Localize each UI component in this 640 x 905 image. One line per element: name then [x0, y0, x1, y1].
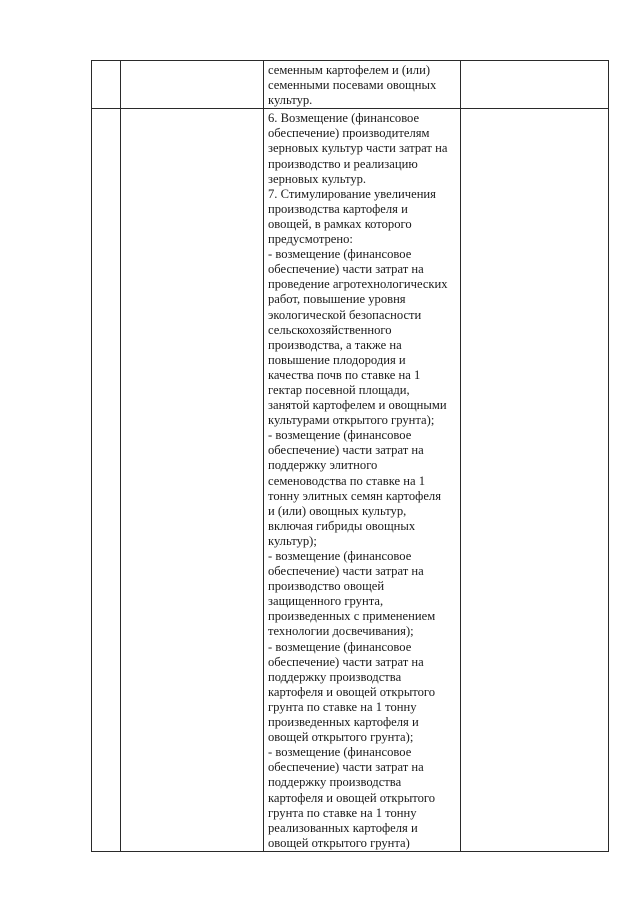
- row-name-cell: [121, 109, 264, 852]
- text-line: - возмещение (финансовое: [268, 639, 412, 654]
- text-line: и (или) овощных культур,: [268, 503, 407, 518]
- text-line: сельскохозяйственного: [268, 322, 392, 337]
- text-line: обеспечение) части затрат на: [268, 760, 424, 775]
- text-line: гектар посевной площади,: [268, 382, 410, 397]
- measures-cell: [264, 61, 461, 109]
- text-line: картофеля и овощей открытого: [268, 790, 436, 805]
- text-line: овощей открытого грунта): [268, 835, 410, 850]
- notes-cell: [461, 61, 609, 109]
- text-line: культур);: [268, 533, 317, 548]
- text-line: обеспечение) части затрат на: [268, 654, 424, 669]
- text-line: экологической безопасности: [268, 307, 422, 322]
- text-line: реализованных картофеля и: [268, 820, 418, 835]
- text-line: - возмещение (финансовое: [268, 745, 412, 760]
- text-line: поддержку производства: [268, 775, 402, 790]
- text-line: произведенных картофеля и: [268, 715, 419, 730]
- text-line: поддержку производства: [268, 669, 402, 684]
- text-line: 7. Стимулирование увеличения: [268, 186, 436, 201]
- text-line: работ, повышение уровня: [268, 292, 406, 307]
- text-line: - возмещение (финансовое: [268, 247, 412, 262]
- text-line: поддержку элитного: [268, 458, 378, 473]
- table-row: [92, 109, 609, 852]
- text-line: обеспечение) производителям: [268, 126, 430, 141]
- text-line: обеспечение) части затрат на: [268, 443, 424, 458]
- row-number-cell: [92, 61, 121, 109]
- text-line: культур.: [268, 93, 313, 108]
- text-line: зерновых культур части затрат на: [268, 141, 448, 156]
- row-name-cell: [121, 61, 264, 109]
- text-line: производства картофеля и: [268, 201, 408, 216]
- text-line: производство и реализацию: [268, 156, 418, 171]
- text-line: качества почв по ставке на 1: [268, 367, 421, 382]
- text-line: овощей, в рамках которого: [268, 216, 412, 231]
- text-line: технологии досвечивания);: [268, 624, 414, 639]
- text-line: картофеля и овощей открытого: [268, 684, 436, 699]
- text-line: произведенных с применением: [268, 609, 436, 624]
- text-line: обеспечение) части затрат на: [268, 564, 424, 579]
- text-line: включая гибриды овощных: [268, 518, 416, 533]
- text-line: защищенного грунта,: [268, 594, 384, 609]
- text-line: обеспечение) части затрат на: [268, 262, 424, 277]
- notes-cell: [461, 109, 609, 852]
- text-line: зерновых культур.: [268, 171, 367, 186]
- measures-cell: [264, 109, 461, 852]
- text-line: культурами открытого грунта);: [268, 413, 435, 428]
- text-line: 6. Возмещение (финансовое: [268, 111, 420, 126]
- text-line: производства, а также на: [268, 337, 402, 352]
- text-line: повышение плодородия и: [268, 352, 406, 367]
- text-line: предусмотрено:: [268, 232, 353, 247]
- text-line: овощей открытого грунта);: [268, 730, 414, 745]
- text-line: грунта по ставке на 1 тонну: [268, 699, 417, 714]
- text-line: - возмещение (финансовое: [268, 549, 412, 563]
- table-row: [92, 61, 609, 109]
- text-line: - возмещение (финансовое: [268, 428, 412, 443]
- text-line: грунта по ставке на 1 тонну: [268, 805, 417, 820]
- text-line: проведение агротехнологических: [268, 277, 448, 292]
- text-line: производство овощей: [268, 579, 385, 594]
- text-line: семеноводства по ставке на 1: [268, 473, 426, 488]
- text-line: семенными посевами овощных: [268, 78, 437, 93]
- text-line: занятой картофелем и овощными: [268, 398, 447, 413]
- row-number-cell: [92, 109, 121, 852]
- text-line: семенным картофелем и (или): [268, 63, 431, 77]
- text-line: тонну элитных семян картофеля: [268, 488, 442, 503]
- measures-text: [264, 61, 460, 108]
- measures-text: [264, 109, 460, 851]
- document-table: [91, 60, 609, 852]
